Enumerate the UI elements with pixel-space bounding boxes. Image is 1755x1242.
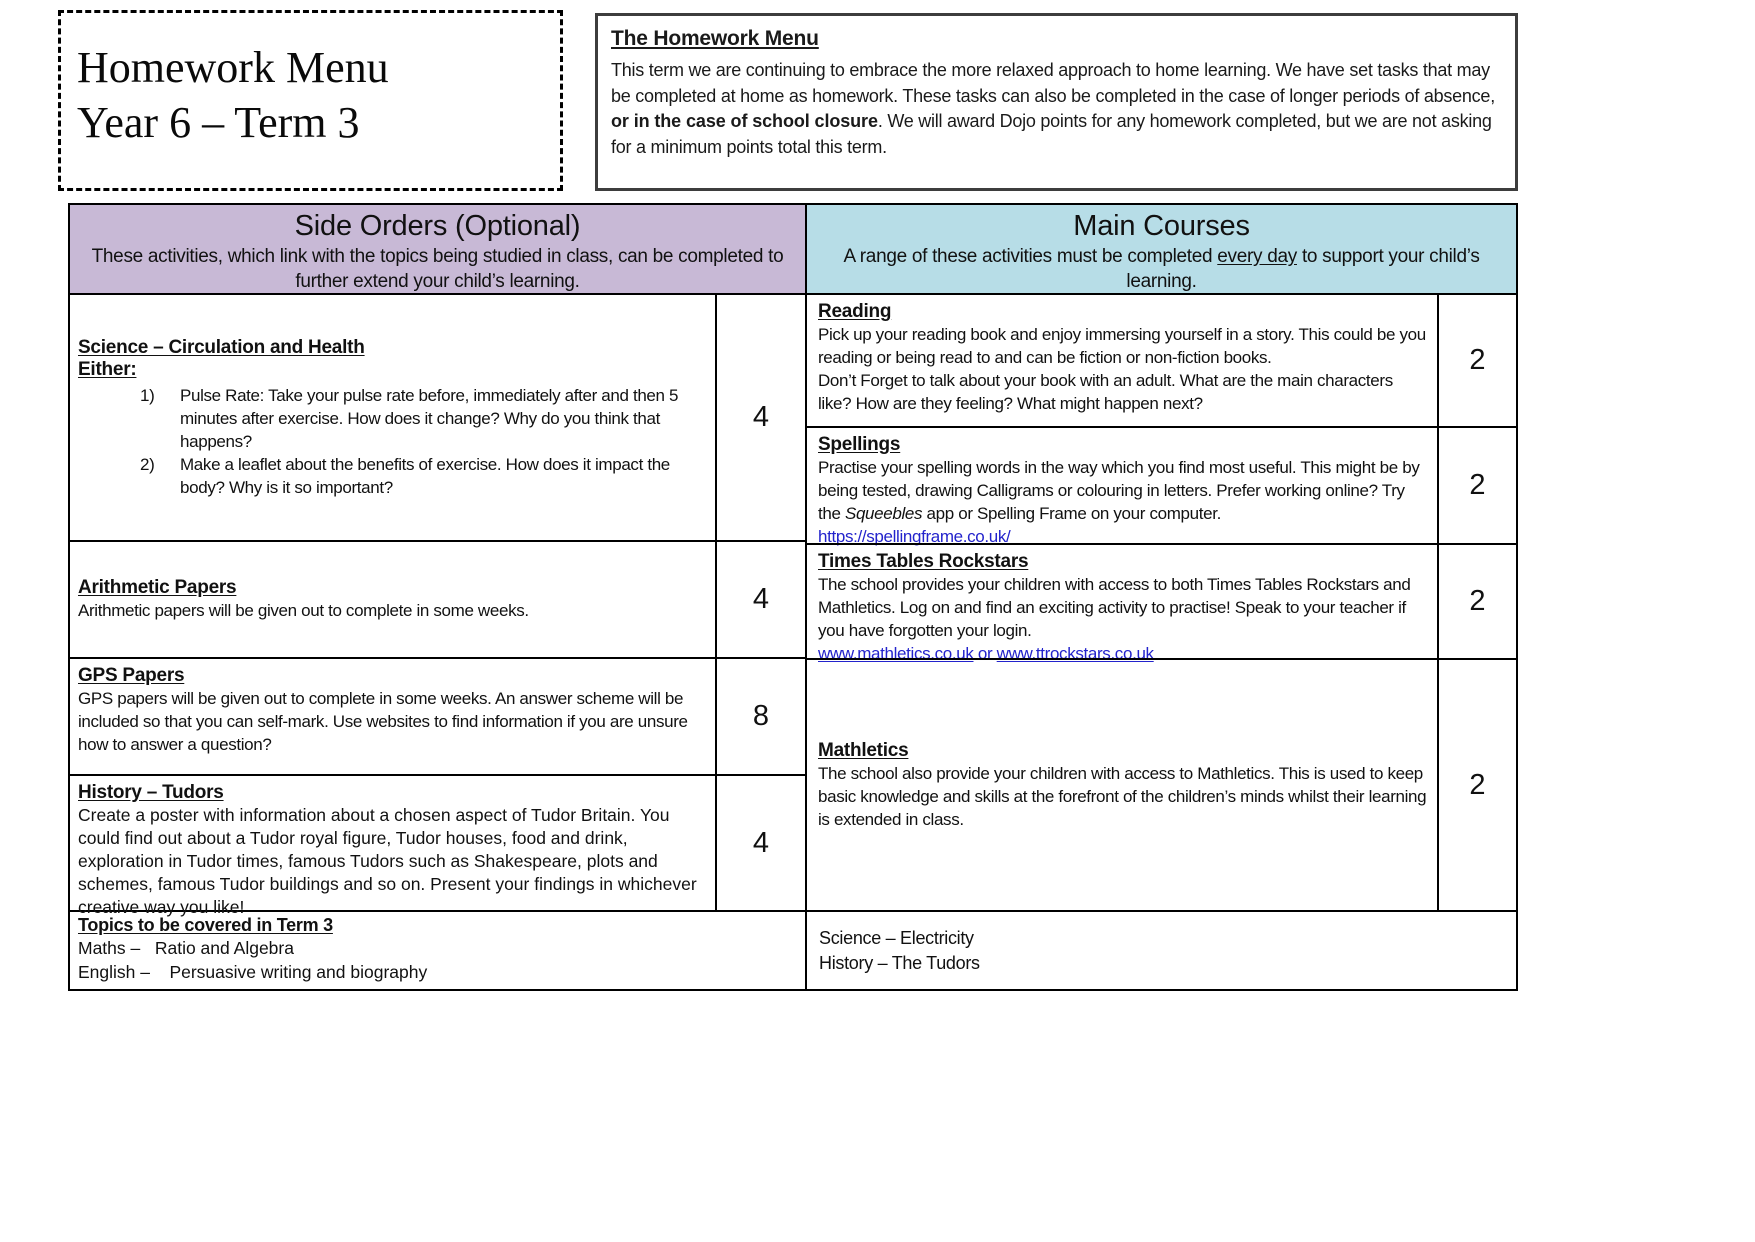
history-tudors-heading: History – Tudors	[78, 782, 224, 803]
spellings-cell	[807, 428, 1437, 546]
links-separator-text: or	[973, 644, 997, 663]
spellings-text-2: app or Spelling Frame on your computer.	[922, 504, 1221, 523]
science-task-1	[78, 384, 707, 453]
intro-paragraph	[611, 58, 1501, 160]
spellings-text-italic: Squeebles	[844, 504, 923, 523]
side-orders-column	[70, 205, 805, 917]
science-circulation-cell	[70, 295, 715, 540]
topics-footer-row	[70, 910, 1516, 989]
topics-covered-cell	[70, 912, 805, 989]
arithmetic-papers-heading: Arithmetic Papers	[78, 577, 237, 598]
intro-text-bold: or in the case of school closure	[611, 111, 878, 131]
science-circulation-row	[70, 293, 805, 540]
main-courses-subtitle-1: A range of these activities must be completed	[843, 246, 1218, 267]
arithmetic-papers-row	[70, 540, 805, 657]
reading-row	[807, 293, 1516, 426]
times-tables-rockstars-heading: Times Tables Rockstars	[818, 551, 1029, 572]
topics-history-line: History – The Tudors	[819, 952, 980, 973]
topics-covered-heading: Topics to be covered in Term 3	[78, 915, 333, 935]
arithmetic-points-value: 4	[715, 542, 805, 657]
spellings-text	[818, 456, 1429, 525]
main-courses-subtitle-2: to support your child’s learning.	[1126, 246, 1480, 292]
intro-text-2: . We will award Dojo points for any homework completed, but we are not asking for a minimum points total this term.	[611, 111, 1492, 157]
reading-text-2: Don’t Forget to talk about your book with an adult. What are the main characters like? How are they feeling? What might happen next?	[818, 371, 1393, 413]
side-orders-title: Side Orders (Optional)	[294, 210, 581, 242]
science-task-2	[78, 453, 707, 499]
reading-cell	[807, 295, 1437, 426]
science-task-2-number: 2)	[140, 454, 155, 474]
science-task-2-text: Make a leaflet about the benefits of exercise. How does it impact the body? Why is it so important?	[180, 454, 670, 497]
history-tudors-cell	[70, 776, 715, 917]
mathletics-cell	[807, 660, 1437, 910]
spellings-row	[807, 426, 1516, 546]
intro-heading: The Homework Menu	[611, 27, 819, 50]
spellings-text-1: Practise your spelling words in the way which you find most useful. This might be by being tested, drawing Calligrams or colouring in letters. Prefer working online? Try the	[818, 458, 1420, 523]
title-line-2: Year 6 – Term 3	[77, 97, 360, 147]
intro-box	[595, 13, 1518, 191]
mathletics-link[interactable]: www.mathletics.co.uk	[818, 644, 974, 663]
times-tables-rockstars-text: The school provides your children with access to both Times Tables Rockstars and Mathletics. Log on and find an exciting activity to practise! Speak to your teacher if you have forgotten your login.	[818, 575, 1411, 640]
spellings-points-value: 2	[1437, 428, 1516, 543]
side-orders-subtitle: These activities, which link with the topics being studied in class, can be completed to further extend your child’s learning.	[91, 246, 784, 292]
spellingframe-link[interactable]: https://spellingframe.co.uk/	[818, 527, 1011, 546]
times-tables-points-value: 2	[1437, 545, 1516, 658]
main-courses-column	[805, 205, 1516, 910]
topics-english-line: English – Persuasive writing and biography	[78, 962, 428, 982]
gps-papers-row	[70, 657, 805, 774]
times-tables-rockstars-row	[807, 543, 1516, 663]
ttrockstars-link[interactable]: www.ttrockstars.co.uk	[996, 644, 1154, 663]
title-line-1: Homework Menu	[77, 43, 389, 92]
gps-papers-cell	[70, 659, 715, 774]
mathletics-points-value: 2	[1437, 660, 1516, 910]
history-points-value: 4	[715, 776, 805, 910]
mathletics-row	[807, 658, 1516, 910]
science-points-value: 4	[715, 295, 805, 540]
main-courses-title: Main Courses	[1073, 210, 1250, 242]
history-tudors-row	[70, 774, 805, 917]
homework-menu-title-box	[58, 10, 563, 191]
topics-science-line: Science – Electricity	[819, 927, 974, 948]
homework-menu-table	[68, 203, 1518, 991]
science-either-label: Either:	[78, 358, 137, 380]
science-task-1-text: Pulse Rate: Take your pulse rate before, immediately after and then 5 minutes after exercise. How does it change? Why do you think that happens?	[180, 385, 679, 451]
side-orders-header	[70, 205, 805, 293]
intro-text-1: This term we are continuing to embrace the more relaxed approach to home learning. We have set tasks that may be completed at home as homework. These tasks can also be completed in the case of longer periods of absence,	[611, 60, 1495, 106]
gps-points-value: 8	[715, 659, 805, 774]
topics-maths-line: Maths – Ratio and Algebra	[78, 938, 294, 958]
main-courses-subtitle-underlined: every day	[1217, 246, 1297, 267]
reading-text-1: Pick up your reading book and enjoy immersing yourself in a story. This could be you reading or being read to and can be fiction or non-fiction books.	[818, 325, 1426, 367]
science-task-1-number: 1)	[140, 385, 155, 405]
main-courses-header	[807, 205, 1516, 293]
science-circulation-heading: Science – Circulation and Health	[78, 336, 365, 358]
history-tudors-text: Create a poster with information about a chosen aspect of Tudor Britain. You could find out about a Tudor royal figure, Tudor houses, food and drink, exploration in Tudor times, famous Tudors such as Shakespeare, plots and schemes, famous Tudor buildings and so on. Present your findings in whichever creative way you like!	[78, 805, 697, 917]
mathletics-text: The school also provide your children with access to Mathletics. This is used to keep basic knowledge and skills at the forefront of the children’s minds whilst their learning is extended in class.	[818, 763, 1427, 829]
reading-heading: Reading	[818, 301, 892, 322]
arithmetic-papers-cell	[70, 542, 715, 657]
spellings-heading: Spellings	[818, 434, 901, 455]
gps-papers-heading: GPS Papers	[78, 665, 185, 686]
gps-papers-text: GPS papers will be given out to complete in some weeks. An answer scheme will be included so that you can self-mark. Use websites to find information if you are unsure how to answer a question?	[78, 689, 688, 754]
times-tables-rockstars-cell	[807, 545, 1437, 663]
mathletics-heading: Mathletics	[818, 739, 909, 761]
main-topics-cell	[805, 912, 1516, 989]
reading-points-value: 2	[1437, 295, 1516, 426]
main-courses-subtitle	[807, 243, 1516, 294]
science-task-list	[78, 384, 707, 499]
arithmetic-papers-text: Arithmetic papers will be given out to complete in some weeks.	[78, 601, 529, 620]
